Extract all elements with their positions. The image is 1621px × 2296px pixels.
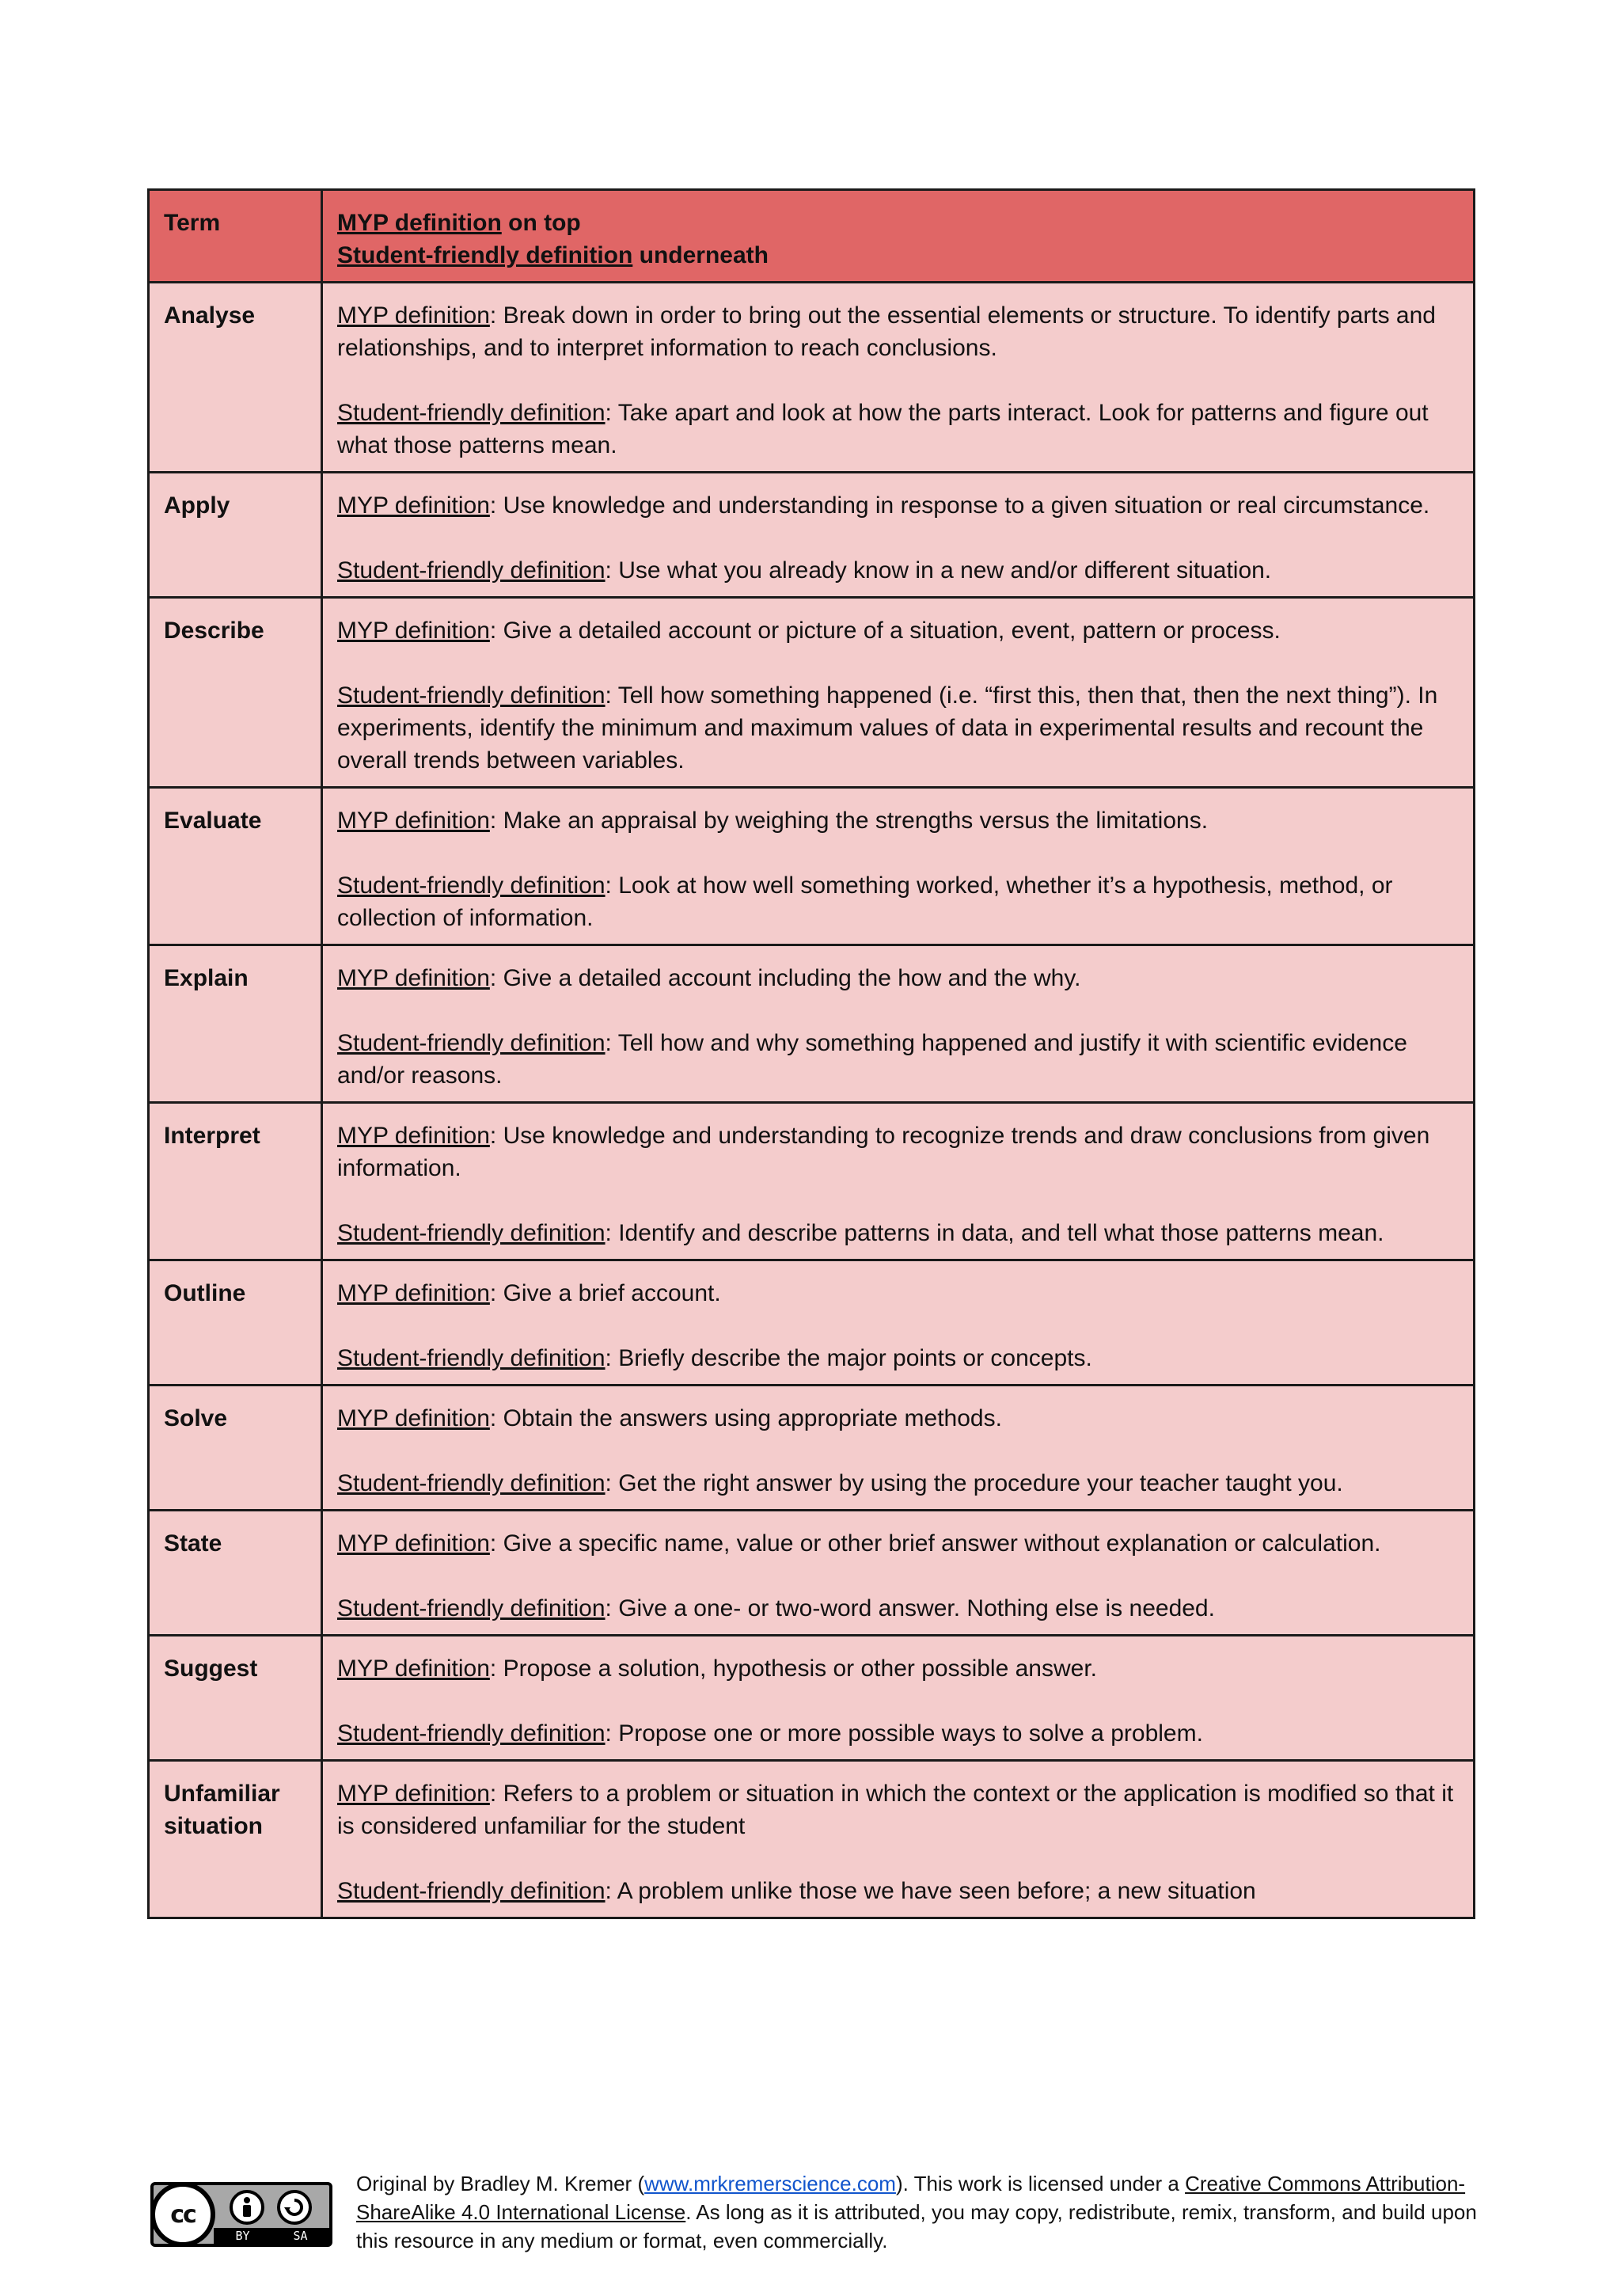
- definition-spacer: [337, 647, 1459, 679]
- student-colon: :: [605, 1720, 619, 1747]
- student-colon: :: [605, 1345, 619, 1371]
- myp-definition: [337, 1777, 1459, 1842]
- definition-cell: [322, 1386, 1475, 1511]
- myp-definition-label: MYP definition: [337, 965, 490, 991]
- myp-colon: :: [489, 302, 503, 329]
- myp-definition-label: MYP definition: [337, 1530, 490, 1557]
- author-website-link[interactable]: www.mrkremerscience.com: [644, 2172, 896, 2195]
- myp-colon: :: [489, 1655, 503, 1682]
- license-text-start: Original by Bradley M. Kremer (: [356, 2172, 645, 2195]
- term-cell: State: [149, 1511, 322, 1636]
- term-cell: Suggest: [149, 1636, 322, 1761]
- header-definition-cell: [322, 190, 1475, 283]
- license-text: [356, 2169, 1480, 2255]
- student-definition-label: Student-friendly definition: [337, 1878, 606, 1904]
- student-definition: [337, 869, 1459, 934]
- definition-cell: [322, 1636, 1475, 1761]
- student-definition-label: Student-friendly definition: [337, 557, 606, 584]
- student-definition-label: Student-friendly definition: [337, 1720, 606, 1747]
- header-myp-link[interactable]: MYP definition: [337, 210, 502, 236]
- definition-cell: [322, 945, 1475, 1103]
- myp-definition-text: Make an appraisal by weighing the strengths versus the limitations.: [503, 808, 1209, 834]
- definition-spacer: [337, 994, 1459, 1027]
- table-row: [149, 598, 1475, 788]
- term-cell: Describe: [149, 598, 322, 788]
- student-definition-label: Student-friendly definition: [337, 1030, 606, 1056]
- myp-definition-text: Give a detailed account including the how and the why.: [503, 965, 1081, 991]
- student-colon: :: [605, 1595, 619, 1621]
- myp-definition-label: MYP definition: [337, 618, 490, 644]
- student-definition-text: Give a one- or two-word answer. Nothing else is needed.: [618, 1595, 1215, 1621]
- myp-definition-text: Give a specific name, value or other brief answer without explanation or calculation.: [503, 1530, 1381, 1557]
- definition-cell: [322, 283, 1475, 473]
- badge-by-label: BY: [235, 2229, 250, 2243]
- student-definition-label: Student-friendly definition: [337, 1220, 606, 1246]
- myp-definition: [337, 804, 1459, 837]
- table-row: [149, 1511, 1475, 1636]
- myp-definition-text: Break down in order to bring out the essential elements or structure. To identify parts and relationships, and to interpret information to reach conclusions.: [337, 302, 1436, 361]
- definition-cell: [322, 1511, 1475, 1636]
- student-definition-text: Look at how well something worked, whether it’s a hypothesis, method, or collection of information.: [337, 872, 1393, 931]
- table-row: [149, 1636, 1475, 1761]
- student-definition: [337, 1875, 1459, 1907]
- share-alike-icon: [277, 2190, 312, 2225]
- term-cell: Unfamiliar situation: [149, 1761, 322, 1918]
- definition-cell: [322, 788, 1475, 945]
- term-cell: Outline: [149, 1260, 322, 1386]
- myp-colon: :: [489, 492, 503, 519]
- myp-definition-text: Refers to a problem or situation in which the context or the application is modified so that it is considered unfamiliar for the student: [337, 1781, 1454, 1839]
- myp-definition-text: Use knowledge and understanding to recognize trends and draw conclusions from given information.: [337, 1123, 1430, 1181]
- myp-definition: [337, 962, 1459, 994]
- student-definition-text: Tell how and why something happened and justify it with scientific evidence and/or reasons.: [337, 1030, 1407, 1089]
- student-definition: [337, 1467, 1459, 1500]
- table-row: [149, 1103, 1475, 1260]
- myp-definition: [337, 299, 1459, 364]
- definitions-table: [147, 188, 1475, 1919]
- header-line-1: [337, 207, 1459, 239]
- student-definition-text: Briefly describe the major points or concepts.: [618, 1345, 1092, 1371]
- student-definition: [337, 1027, 1459, 1092]
- table-row: [149, 788, 1475, 945]
- license-text-end: . As long as it is attributed, you may copy, redistribute, remix, transform, and build upon this resource in any medium or format, even commercially.: [356, 2200, 1477, 2252]
- myp-definition: [337, 1527, 1459, 1560]
- student-definition-text: Propose one or more possible ways to solve a problem.: [618, 1720, 1203, 1747]
- term-cell: Explain: [149, 945, 322, 1103]
- table-row: [149, 1386, 1475, 1511]
- myp-colon: :: [489, 618, 503, 644]
- myp-definition-label: MYP definition: [337, 1781, 490, 1807]
- myp-definition-text: Obtain the answers using appropriate methods.: [503, 1405, 1002, 1431]
- student-definition: [337, 679, 1459, 777]
- student-definition: [337, 1717, 1459, 1750]
- myp-colon: :: [489, 1280, 503, 1306]
- table-row: [149, 283, 1475, 473]
- student-colon: :: [605, 400, 618, 426]
- definition-spacer: [337, 1685, 1459, 1717]
- definition-spacer: [337, 1184, 1459, 1217]
- myp-colon: :: [489, 1123, 503, 1149]
- myp-definition-label: MYP definition: [337, 1280, 490, 1306]
- myp-definition-label: MYP definition: [337, 1655, 490, 1682]
- cc-by-sa-badge: [150, 2182, 332, 2247]
- table-header-row: [149, 190, 1475, 283]
- definition-spacer: [337, 837, 1459, 869]
- definition-spacer: [337, 1435, 1459, 1467]
- student-definition-label: Student-friendly definition: [337, 1595, 606, 1621]
- license-link[interactable]: Creative Commons Attribution-ShareAlike 4.0 International License: [356, 2172, 1466, 2224]
- student-definition-label: Student-friendly definition: [337, 1345, 606, 1371]
- cc-logo-text: cc: [170, 2200, 196, 2229]
- term-cell: Analyse: [149, 283, 322, 473]
- attribution-person-icon: [230, 2190, 264, 2225]
- definition-spacer: [337, 364, 1459, 397]
- definition-cell: [322, 598, 1475, 788]
- student-definition: [337, 554, 1459, 587]
- definition-spacer: [337, 1560, 1459, 1592]
- license-footer: [150, 2169, 1480, 2264]
- myp-definition-text: Give a detailed account or picture of a situation, event, pattern or process.: [503, 618, 1281, 644]
- definition-spacer: [337, 1310, 1459, 1342]
- badge-sa-label: SA: [293, 2229, 308, 2243]
- header-student-link[interactable]: Student-friendly definition: [337, 242, 633, 268]
- myp-colon: :: [489, 1405, 503, 1431]
- student-definition-text: A problem unlike those we have seen before; a new situation: [617, 1878, 1256, 1904]
- myp-definition-text: Propose a solution, hypothesis or other possible answer.: [503, 1655, 1098, 1682]
- student-definition-label: Student-friendly definition: [337, 400, 606, 426]
- myp-definition: [337, 489, 1459, 522]
- term-cell: Apply: [149, 473, 322, 598]
- student-colon: :: [605, 557, 619, 584]
- student-definition: [337, 1217, 1459, 1249]
- myp-definition: [337, 1277, 1459, 1310]
- header-term-cell: Term: [149, 190, 322, 283]
- student-definition: [337, 1592, 1459, 1625]
- header-line-2: [337, 239, 1459, 272]
- myp-definition: [337, 1119, 1459, 1184]
- term-cell: Solve: [149, 1386, 322, 1511]
- myp-colon: :: [489, 1781, 503, 1807]
- myp-definition-text: Give a brief account.: [503, 1280, 721, 1306]
- student-definition-text: Tell how something happened (i.e. “first this, then that, then the next thing”). In experiments, identify the minimum and maximum values of data in experimental results and recount the overall trends between variables.: [337, 682, 1438, 774]
- myp-definition: [337, 614, 1459, 647]
- table-row: [149, 945, 1475, 1103]
- student-colon: :: [605, 1878, 617, 1904]
- student-definition: [337, 1342, 1459, 1374]
- table-row: [149, 1260, 1475, 1386]
- definition-spacer: [337, 522, 1459, 554]
- license-text-middle: ). This work is licensed under a: [895, 2172, 1186, 2195]
- student-definition-label: Student-friendly definition: [337, 872, 606, 899]
- myp-colon: :: [489, 965, 503, 991]
- share-alike-arrow-icon: [283, 2196, 306, 2218]
- student-definition-label: Student-friendly definition: [337, 682, 606, 709]
- header-myp-rest: on top: [501, 210, 581, 236]
- student-colon: :: [605, 1030, 618, 1056]
- myp-definition-label: MYP definition: [337, 492, 490, 519]
- myp-colon: :: [489, 808, 503, 834]
- myp-definition: [337, 1652, 1459, 1685]
- definition-cell: [322, 1260, 1475, 1386]
- myp-definition-text: Use knowledge and understanding in response to a given situation or real circumstance.: [503, 492, 1430, 519]
- student-colon: :: [605, 872, 619, 899]
- myp-definition-label: MYP definition: [337, 808, 490, 834]
- definition-cell: [322, 473, 1475, 598]
- student-definition-text: Use what you already know in a new and/or different situation.: [618, 557, 1272, 584]
- term-cell: Evaluate: [149, 788, 322, 945]
- table-row: [149, 1761, 1475, 1918]
- student-definition-text: Take apart and look at how the parts interact. Look for patterns and figure out what those patterns mean.: [337, 400, 1429, 458]
- term-cell: Interpret: [149, 1103, 322, 1260]
- myp-definition-label: MYP definition: [337, 302, 490, 329]
- student-definition-text: Identify and describe patterns in data, and tell what those patterns mean.: [618, 1220, 1384, 1246]
- myp-definition-label: MYP definition: [337, 1405, 490, 1431]
- student-colon: :: [605, 682, 618, 709]
- definition-cell: [322, 1103, 1475, 1260]
- cc-logo-icon: [150, 2182, 215, 2247]
- myp-definition-label: MYP definition: [337, 1123, 490, 1149]
- student-definition-label: Student-friendly definition: [337, 1470, 606, 1496]
- definition-cell: [322, 1761, 1475, 1918]
- badge-label-strip: [214, 2228, 329, 2244]
- definition-spacer: [337, 1842, 1459, 1875]
- table-row: [149, 473, 1475, 598]
- header-student-rest: underneath: [632, 242, 769, 268]
- student-colon: :: [605, 1470, 619, 1496]
- myp-colon: :: [489, 1530, 503, 1557]
- student-definition: [337, 397, 1459, 462]
- student-definition-text: Get the right answer by using the procedure your teacher taught you.: [618, 1470, 1343, 1496]
- student-colon: :: [605, 1220, 619, 1246]
- person-icon: [238, 2196, 256, 2218]
- myp-definition: [337, 1402, 1459, 1435]
